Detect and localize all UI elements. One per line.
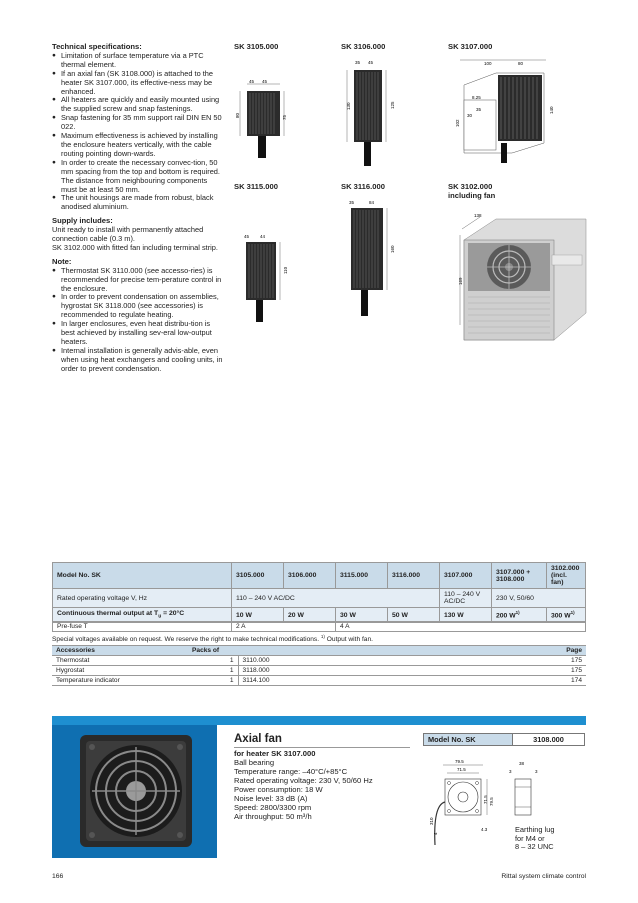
spec-header-cell: 3107.000	[440, 563, 492, 589]
tech-spec-list	[52, 52, 224, 212]
prefuse-value: 2 A	[232, 622, 336, 632]
spec-header-cell: 3116.000	[388, 563, 440, 589]
dim-label: 80	[518, 61, 524, 66]
spec-cell: 50 W	[388, 608, 440, 623]
spec-cell: 10 W	[232, 608, 284, 623]
dim-label: 4	[433, 832, 438, 835]
accessories-header-cell	[238, 646, 556, 656]
note-item: ● In larger enclosures, even heat distribu-tion is best achieved by installing sev-eral low-output heaters.	[52, 320, 224, 347]
note-item: ● Thermostat SK 3110.000 (see accesso-ries) is recommended for precise tem-perature control in the enclosure.	[52, 267, 224, 294]
fan-spec-line: Speed: 2800/3300 rpm	[234, 803, 312, 812]
tech-spec-item: ● Maximum effectiveness is achieved by installing the enclosure heaters vertically, with the cable routing pointing down-wards.	[52, 132, 224, 159]
spec-header-cell: 3107.000 + 3108.000	[492, 563, 547, 589]
spec-header-cell: 3106.000	[284, 563, 336, 589]
product-label-sk3115: SK 3115.000	[234, 182, 278, 191]
spec-row-label: Rated operating voltage V, Hz	[53, 589, 232, 608]
dim-label: 102	[455, 119, 460, 127]
accessory-page: 175	[556, 656, 586, 666]
fan-model-row	[424, 734, 585, 746]
accessories-header-cell: Accessories	[52, 646, 188, 656]
accessory-pack: 1	[188, 676, 238, 686]
prefuse-row	[53, 622, 586, 632]
output-label-text: Continuous thermal output at T	[57, 610, 159, 618]
dim-label: 79.5	[489, 797, 494, 806]
prefuse-label: Pre-fuse T	[53, 622, 232, 632]
fan-spec-line: Noise level: 33 dB (A)	[234, 794, 308, 803]
dim-label: 3	[509, 769, 512, 774]
spec-header-cell: 3102.000 (incl. fan)	[547, 563, 586, 589]
heater-sk3102-drawing	[452, 205, 587, 355]
dim-label: 71.5	[483, 795, 488, 804]
title-rule	[234, 747, 410, 748]
fan-subtitle: for heater SK 3107.000	[234, 749, 316, 758]
heater-sk3106-drawing	[339, 55, 399, 175]
accessory-name: Thermostat	[52, 656, 188, 666]
footnote-marker: 1)	[570, 610, 575, 616]
accessories-header-cell: Page	[556, 646, 586, 656]
earthing-line: Earthing lug	[515, 825, 555, 834]
heater-sk3105-drawing	[232, 74, 292, 164]
accessories-table	[52, 645, 586, 686]
dim-label: 140	[549, 106, 554, 114]
note-heading: Note:	[52, 256, 72, 266]
tech-spec-heading: Technical specifications:	[52, 42, 142, 51]
dim-label: 71.5	[457, 767, 466, 772]
accessories-row	[52, 676, 586, 686]
accessory-pack: 1	[188, 656, 238, 666]
tech-spec-item: ● Snap fastening for 35 mm support rail DIN EN 50 022.	[52, 114, 224, 132]
note-item: ● Internal installation is generally advis-able, even when using heat exchangers and cooling units, in order to prevent condensation.	[52, 347, 224, 374]
supply-text: SK 3102.000 with fitted fan including terminal strip.	[52, 242, 218, 252]
fan-spec-line: Ball bearing	[234, 758, 275, 767]
dim-label: 45	[249, 79, 255, 84]
dim-label: 45	[368, 60, 374, 65]
axial-fan-photo	[52, 725, 217, 858]
dim-label: 169	[458, 277, 463, 285]
tech-spec-item: ● In order to create the necessary convec-tion, 50 mm spacing from the top and bottom is required. The distance from neighbouring components must be at least 50 mm.	[52, 159, 224, 195]
dim-label: 125	[390, 101, 395, 109]
dim-label: 310	[429, 817, 434, 825]
spec-cell: 20 W	[284, 608, 336, 623]
tech-spec-item: ● Limitation of surface temperature via a PTC thermal element.	[52, 52, 224, 70]
dim-label: 110	[283, 266, 288, 274]
output-label-end: = 20°C	[161, 610, 185, 618]
accessory-model: 3118.000	[238, 666, 556, 676]
fan-spec-line: Temperature range: –40°C/+85°C	[234, 767, 348, 776]
accessories-header-cell: Packs of	[188, 646, 238, 656]
spec-header-cell: 3105.000	[232, 563, 284, 589]
dim-label: 44	[260, 234, 266, 239]
special-voltages-note	[52, 634, 373, 643]
product-label-sk3116: SK 3116.000	[341, 182, 385, 191]
dim-label: 35	[349, 200, 355, 205]
special-note-text: Special voltages available on request. We reserve the right to make technical modifications.	[52, 636, 320, 644]
footnote-marker: 1)	[320, 634, 325, 639]
footer-title: Rittal system climate control	[501, 873, 586, 880]
accessory-pack: 1	[188, 666, 238, 676]
dim-label: 3	[535, 769, 538, 774]
dim-label: 35	[476, 107, 482, 112]
accessory-model: 3110.000	[238, 656, 556, 666]
product-label-sk3102-sub: including fan	[448, 190, 496, 200]
accessory-model: 3114.100	[238, 676, 556, 686]
dim-label: 138	[474, 213, 482, 218]
dim-label: 35	[355, 60, 361, 65]
footnote-marker: 1)	[515, 610, 520, 616]
output-value: 300 W	[551, 612, 571, 620]
specifications-column	[52, 43, 224, 374]
supply-text: Unit ready to install with permanently attached connection cable (0.3 m).	[52, 225, 204, 244]
dim-label: 4.3	[481, 827, 488, 832]
dim-label: 8.25	[472, 95, 481, 100]
earthing-line: for M4 or	[515, 833, 545, 843]
dim-label: 160	[390, 245, 395, 253]
product-label-sk3106: SK 3106.000	[341, 42, 386, 51]
page-number: 166	[52, 873, 64, 880]
supply-heading: Supply includes:	[52, 216, 113, 226]
accessory-name: Hygrostat	[52, 666, 188, 676]
dim-label: 45	[262, 79, 268, 84]
accessories-row	[52, 656, 586, 666]
accessory-page: 175	[556, 666, 586, 676]
tech-spec-item: ● All heaters are quickly and easily mounted using the supplied screw and snap fastenings.	[52, 96, 224, 114]
accessories-header-row	[52, 646, 586, 656]
spec-header-cell: 3115.000	[336, 563, 388, 589]
dim-label: 80	[235, 112, 240, 118]
dim-label: 75	[282, 114, 287, 120]
tech-spec-item: ● If an axial fan (SK 3108.000) is attached to the heater SK 3107.000, its effective-ness may be enhanced.	[52, 70, 224, 97]
fan-spec-line: Air throughput: 50 m³/h	[234, 812, 312, 821]
special-note-end: Output with fan.	[324, 636, 373, 644]
dim-label: 30	[467, 113, 473, 118]
fan-model-box	[423, 733, 585, 746]
spec-header-row	[53, 563, 586, 589]
spec-table	[52, 562, 586, 623]
fan-spec-line: Rated operating voltage: 230 V, 50/60 Hz	[234, 776, 373, 785]
note-list	[52, 267, 224, 374]
fan-model-label: Model No. SK	[424, 734, 513, 746]
spec-voltage-row	[53, 589, 586, 608]
earthing-lug-note	[515, 826, 554, 852]
tech-spec-item: ● The unit housings are made from robust, black anodised aluminium.	[52, 194, 224, 212]
accessories-row	[52, 666, 586, 676]
product-label-sk3107: SK 3107.000	[448, 42, 493, 51]
fan-model-value: 3108.000	[513, 734, 585, 746]
heater-sk3116-drawing	[339, 196, 399, 321]
dim-label: 130	[346, 102, 351, 110]
dim-label: 79.5	[455, 759, 464, 764]
output-value: 200 W	[496, 612, 516, 620]
earthing-line: 8 – 32 UNC	[515, 842, 554, 852]
note-item: ● In order to prevent condensation on assemblies, hygrostat SK 3118.000 (see accessories) is recommended to regulate heating.	[52, 293, 224, 320]
section-divider-bar	[52, 716, 586, 725]
dim-label: 100	[484, 61, 492, 66]
spec-cell: 110 – 240 V AC/DC	[440, 589, 492, 608]
dim-label: 45	[244, 234, 250, 239]
spec-cell: 130 W	[440, 608, 492, 623]
product-label-sk3102-model: SK 3102.000	[448, 182, 493, 191]
spec-cell: 30 W	[336, 608, 388, 623]
output-label-sub: u	[158, 613, 162, 620]
product-label-sk3102	[448, 183, 495, 200]
accessory-name: Temperature indicator	[52, 676, 188, 686]
prefuse-value: 4 A	[336, 622, 586, 632]
dim-label: 38	[519, 761, 525, 766]
axial-fan-specs	[234, 749, 414, 821]
accessory-page: 174	[556, 676, 586, 686]
prefuse-table	[52, 621, 586, 632]
heater-sk3107-drawing	[446, 55, 556, 170]
fan-spec-line: Power consumption: 18 W	[234, 785, 323, 794]
spec-cell: 110 – 240 V AC/DC	[232, 589, 440, 608]
axial-fan-title: Axial fan	[234, 733, 282, 745]
spec-header-cell: Model No. SK	[53, 563, 232, 589]
product-label-sk3105: SK 3105.000	[234, 42, 279, 51]
heater-sk3115-drawing	[232, 230, 292, 330]
spec-cell: 230 V, 50/60	[492, 589, 586, 608]
dim-label: 84	[369, 200, 375, 205]
